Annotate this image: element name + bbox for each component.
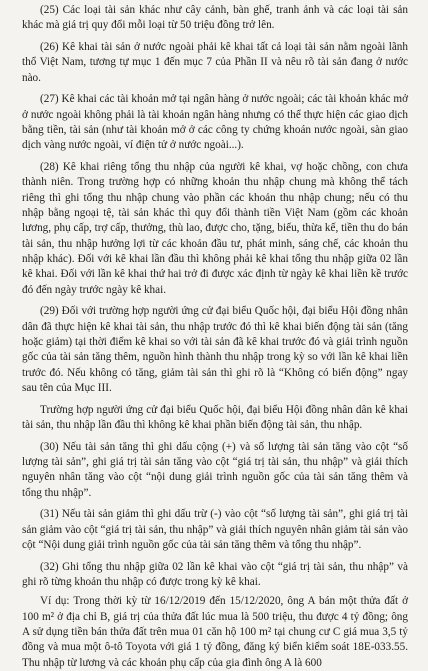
paragraph-25: (25) Các loại tài sản khác như cây cảnh, bàn ghế, tranh ảnh và các loại tài sản khác mà giá trị quy đổi mỗi loại từ 50 triệu đồng trở lên. [22,4,408,32]
paragraph-example: Ví dụ: Trong thời kỳ từ 16/12/2019 đến 15/12/2020, ông A bán một thửa đất ở 100 m² ở địa chỉ B, giá trị của thửa đất lúc mua là 500 triệu, thu được 4 tỷ đồng; ông A sử dụng tiền bán thửa đất trên mua 01 căn hộ 100 m² tại chung cư C giá mua 3,5 tỷ đồng và mua một ô-tô Toyota với giá 1 tỷ đồng, đăng ký biển kiểm soát 18E-033.55. Thu nhập từ lương và các khoản phụ cấp của gia đình ông A là 600 [22,595,408,669]
paragraph-28: (28) Kê khai riêng tổng thu nhập của người kê khai, vợ hoặc chồng, con chưa thành niên. Trong trường hợp có những khoản thu nhập chung mà không thể tách riêng thì ghi tổng thu nhập chung vào phần các khoản thu nhập chung; nếu có thu nhập bằng ngoại tệ, tài sản khác thì quy đổi thành tiền Việt Nam (gồm các khoản lương, phụ cấp, trợ cấp, thưởng, thù lao, được cho, tặng, biếu, thừa kế, tiền thu do bán tài sản, thu nhập hưởng lợi từ các khoản đầu tư, phát minh, sáng chế, các khoản thu nhập khác). Đối với kê khai lần đầu thì không phải kê khai tổng thu nhập giữa 02 lần kê khai. Đối với lần kê khai thứ hai trở đi được xác định từ ngày kê khai liền kề trước đó đến ngày trước ngày kê khai. [22,161,408,296]
paragraph-30: (30) Nếu tài sản tăng thì ghi dấu cộng (+) và số lượng tài sản tăng vào cột “số lượng tài sản”, ghi giá trị tài sản tăng vào cột “giá trị tài sản, thu nhập” và giải thích nguyên nhân tăng vào cột “nội dung giải trình nguồn gốc của tài sản tăng thêm và tổng thu nhập”. [22,440,408,499]
paragraph-32: (32) Ghi tổng thu nhập giữa 02 lần kê khai vào cột “giá trị tài sản, thu nhập” và ghi rõ từng khoản thu nhập có được trong kỳ kê khai. [22,560,408,589]
paragraph-27: (27) Kê khai các tài khoản mở tại ngân hàng ở nước ngoài; các tài khoản khác mở ở nước ngoài không phải là tài khoản ngân hàng nhưng có thể thực hiện các giao dịch bằng tiền, tài sản (như tài khoản mở ở các công ty chứng khoán nước ngoài, sàn giao dịch vàng nước ngoài, ví điện tử ở nước ngoài...). [22,93,408,152]
paragraph-26: (26) Kê khai tài sản ở nước ngoài phải kê khai tất cả loại tài sản nằm ngoài lãnh thổ Việt Nam, tương tự mục 1 đến mục 7 của Phần II và nêu rõ tài sản đang ở nước nào. [22,41,408,84]
paragraph-29: (29) Đối với trường hợp người ứng cử đại biểu Quốc hội, đại biểu Hội đồng nhân dân đã thực hiện kê khai tài sản, thu nhập trước đó thì kê khai biến động tài sản (tăng hoặc giảm) tại thời điểm kê khai so với tài sản đã kê khai trước đó và giải trình nguồn gốc của tài sản tăng thêm, nguồn hình thành thu nhập trong kỳ so với lần kê khai liền trước đó. Nếu không có tăng, giảm tài sản thì ghi rõ là “Không có biến động” ngay sau tên của Mục III. [22,305,408,394]
paragraph-31: (31) Nếu tài sản giảm thì ghi dấu trừ (-) vào cột “số lượng tài sản”, ghi giá trị tài sản giảm vào cột “giá trị tài sản, thu nhập” và giải thích nguyên nhân giảm tài sản vào cột “Nội dung giải trình nguồn gốc của tài sản tăng thêm và tổng thu nhập”. [22,508,408,551]
paragraph-first-declaration: Trường hợp người ứng cử đại biểu Quốc hội, đại biểu Hội đồng nhân dân kê khai tài sản, thu nhập lần đầu thì không kê khai phần biến động tài sản, thu nhập. [22,403,408,431]
